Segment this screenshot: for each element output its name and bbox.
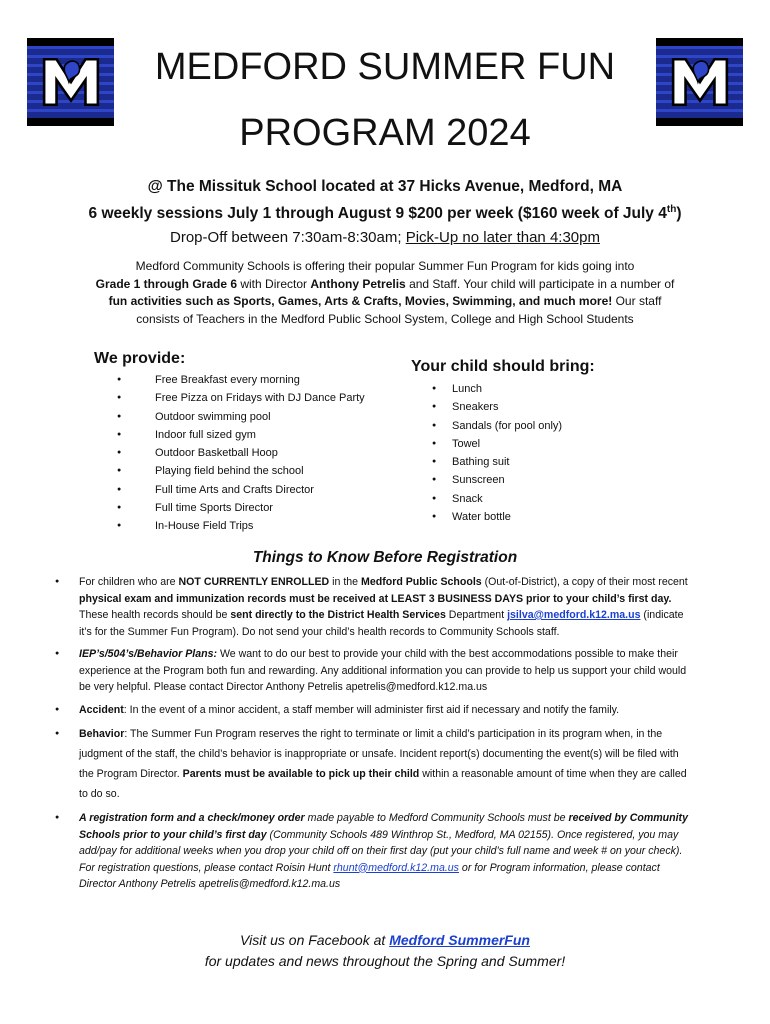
intro-text: Our staff consists of Teachers in the Medford Public School System, College and High School Students bbox=[136, 294, 662, 326]
bring-list bbox=[432, 380, 562, 526]
text-bold: Accident bbox=[79, 703, 124, 716]
intro-activities: fun activities such as Sports, Games, Arts & Crafts, Movies, Swimming, and much more! bbox=[108, 294, 613, 308]
dropoff-pickup bbox=[0, 229, 770, 246]
pickup-text: Pick-Up no later than 4:30pm bbox=[405, 229, 600, 246]
intro-paragraph bbox=[90, 258, 680, 328]
location: @ The Missituk School located at 37 Hicks Avenue, Medford, MA bbox=[147, 178, 623, 195]
list-item: ● Bathing suit bbox=[432, 453, 562, 471]
footer-text: for updates and news throughout the Spring and Summer! bbox=[204, 953, 566, 969]
text: (Community Schools 489 Winthrop St., Medford, MA 02155). Once registered, you may add/pay for additional weeks when you drop your child off on their first day (put your child’s full name and week # on your check). For registration questions, please contact Roisin Hunt bbox=[79, 828, 683, 874]
title-line-2: PROGRAM 2024 bbox=[239, 112, 531, 154]
text-bold: Medford Public Schools bbox=[361, 576, 482, 588]
text: in the bbox=[329, 576, 362, 588]
text: Department bbox=[445, 609, 508, 621]
list-item: ● Sunscreen bbox=[432, 471, 562, 489]
text-bold: sent directly to the District Health Services bbox=[230, 609, 446, 621]
text-bold: physical exam and immunization records must be received at LEAST 3 BUSINESS DAYS prior to your child’s first day. bbox=[79, 592, 672, 605]
text: These health records should be bbox=[79, 609, 231, 621]
text-bold: Behavior bbox=[79, 728, 125, 740]
text-bold: A registration form and a check/money order bbox=[79, 812, 305, 824]
list-item: ● Indoor full sized gym bbox=[117, 426, 365, 444]
footer bbox=[0, 930, 770, 972]
title-line-1: MEDFORD SUMMER FUN bbox=[154, 46, 616, 88]
text: (indicate it’s for the Summer Fun Program). Do not send your child’s health records to Community Schools staff. bbox=[79, 609, 684, 638]
intro-text: with Director bbox=[237, 276, 311, 291]
list-item: ● Sneakers bbox=[432, 398, 562, 416]
things-title: Things to Know Before Registration bbox=[252, 549, 518, 566]
registration-email-link[interactable]: rhunt@medford.k12.ma.us bbox=[333, 861, 459, 874]
list-item bbox=[55, 646, 695, 696]
intro-grades: Grade 1 through Grade 6 bbox=[95, 276, 238, 291]
text: within a reasonable amount of time when they are called to do so. bbox=[79, 768, 687, 800]
sessions-info bbox=[0, 204, 770, 223]
list-item: ● Outdoor swimming pool bbox=[117, 408, 365, 426]
mustang-m-icon bbox=[40, 51, 102, 113]
intro-director: Anthony Petrelis bbox=[310, 276, 406, 291]
footer-text: Visit us on Facebook at bbox=[240, 932, 390, 948]
text: : The Summer Fun Program reserves the right to terminate or limit a child’s participation in its program when, in the judgment of the staff, the child’s behavior is inappropriate or unsafe. Incident report(s) documenting the event(s) will be filed with the Program Director. bbox=[79, 728, 679, 780]
list-item: ● Sandals (for pool only) bbox=[432, 417, 562, 435]
health-email-link[interactable]: jsilva@medford.k12.ma.us bbox=[507, 609, 641, 621]
list-item bbox=[55, 810, 695, 893]
list-item: ● Free Pizza on Fridays with DJ Dance Party bbox=[117, 389, 365, 407]
text: : In the event of a minor accident, a staff member will administer first aid if necessary and notify the family. bbox=[123, 703, 620, 716]
text-bold: NOT CURRENTLY ENROLLED bbox=[178, 576, 330, 588]
sessions-sup: th bbox=[666, 204, 677, 215]
list-item bbox=[55, 724, 695, 804]
list-item: ● Water bottle bbox=[432, 508, 562, 526]
list-item: ● Outdoor Basketball Hoop bbox=[117, 444, 365, 462]
list-item: ● Lunch bbox=[432, 380, 562, 398]
intro-text: Medford Community Schools is offering their popular Summer Fun Program for kids going into bbox=[135, 259, 635, 273]
list-item: ● Playing field behind the school bbox=[117, 462, 365, 480]
facebook-link[interactable]: Medford SummerFun bbox=[389, 932, 530, 948]
text-bold: IEP’s/504’s/Behavior Plans: bbox=[79, 648, 217, 660]
list-item: ● Free Breakfast every morning bbox=[117, 371, 365, 389]
provide-list bbox=[117, 371, 365, 536]
text: or for Program information, please contact Director Anthony Petrelis apetrelis@medford.k12.ma.us bbox=[79, 861, 660, 890]
list-item bbox=[55, 574, 695, 640]
bring-title: Your child should bring: bbox=[411, 358, 595, 375]
sessions-text: 6 weekly sessions July 1 through August 9 $200 per week ($160 week of July 4 bbox=[88, 205, 667, 223]
text-bold: received by Community Schools prior to your child’s first day bbox=[79, 812, 688, 841]
text-bold: Parents must be available to pick up their child bbox=[182, 768, 420, 780]
sessions-end: ) bbox=[676, 205, 682, 223]
list-item: ● Full time Sports Director bbox=[117, 499, 365, 517]
text: (Out-of-District), a copy of their most recent bbox=[481, 576, 688, 588]
text: For children who are bbox=[79, 576, 179, 588]
dropoff-text: Drop-Off between 7:30am-8:30am; bbox=[170, 229, 406, 246]
provide-title: We provide: bbox=[94, 350, 186, 367]
intro-text: and Staff. Your child will participate in a number of bbox=[405, 276, 675, 291]
list-item: ● Snack bbox=[432, 490, 562, 508]
school-logo-right bbox=[656, 38, 743, 126]
list-item bbox=[55, 702, 695, 719]
mustang-m-icon bbox=[669, 51, 731, 113]
school-logo-left bbox=[27, 38, 114, 126]
things-list bbox=[55, 574, 695, 899]
list-item: ● Full time Arts and Crafts Director bbox=[117, 481, 365, 499]
text: made payable to Medford Community Schools must be bbox=[304, 812, 569, 824]
list-item: ● Towel bbox=[432, 435, 562, 453]
text: We want to do our best to provide your child with the best accommodations possible to make their experience at the Program both fun and rewarding. Any additional information you can provide to help us support your child would be very helpful. Please contact Director Anthony Petrelis apetrelis@medford.k12.ma.us bbox=[79, 648, 687, 693]
page-title bbox=[130, 36, 640, 164]
list-item: ● In-House Field Trips bbox=[117, 517, 365, 535]
